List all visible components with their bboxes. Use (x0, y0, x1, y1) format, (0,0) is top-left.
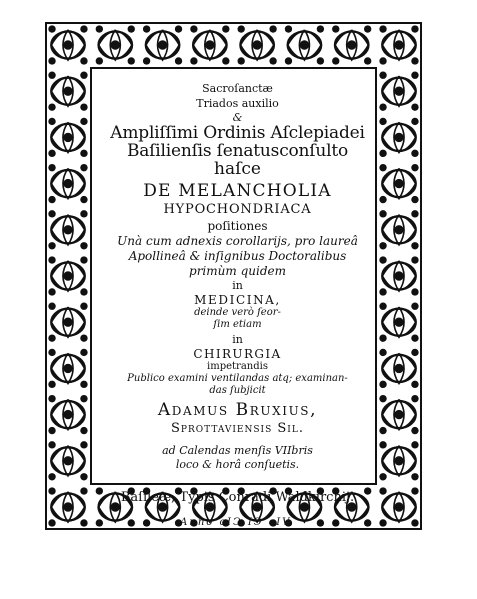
deinde-line-1: deinde verò ſeor- (194, 307, 281, 318)
date-line-2: loco & horâ conſuetis. (175, 458, 300, 471)
imprint-rule (113, 484, 363, 485)
ampersand: & (232, 111, 243, 124)
examini-line-2: das ſubjicit (209, 385, 266, 396)
in-line-1: in (232, 279, 243, 292)
main-title-line-3: poſitiones (207, 219, 268, 233)
medicina-line: MEDICINA, (194, 293, 281, 307)
impetrandis-line: impetrandis (207, 361, 268, 372)
authority-line-3: haſce (214, 159, 261, 179)
year-line: Anno cIↃ IↃ cIV. (180, 517, 295, 528)
invocation-line-2: Triados auxilio (196, 97, 279, 110)
in-line-2: in (232, 333, 243, 346)
author-name: Adamus Bruxius, (157, 400, 318, 420)
purpose-line-2: Apollineâ & inſignibus Doctoralibus (128, 249, 347, 263)
main-title-line-1: DE MELANCHOLIA (143, 181, 332, 201)
authority-line-1: Ampliſſimi Ordinis Aſclepiadei (110, 123, 365, 143)
imprint-line: Baſileæ, Typis Conradi Waldkirchij. (120, 490, 355, 505)
main-title-line-2: HYPOCHONDRIACA (163, 202, 312, 217)
invocation-line-1: Sacroſanctæ (202, 82, 273, 95)
deinde-line-2: ſim etiam (213, 319, 262, 330)
title-text-block (95, 83, 380, 528)
author-origin: Sprottaviensis Sil. (171, 421, 304, 436)
purpose-line-1: Unà cum adnexis corollarijs, pro laureâ (117, 234, 358, 248)
date-line-1: ad Calendas menſis VIIbris (162, 444, 313, 457)
examini-line-1: Publico examini ventilandas atq; examinan- (127, 373, 348, 384)
chirurgia-line: CHIRURGIA (193, 347, 282, 361)
purpose-line-3: primùm quidem (189, 264, 286, 278)
authority-line-2: Baſilienſis ſenatusconſulto (126, 141, 349, 161)
